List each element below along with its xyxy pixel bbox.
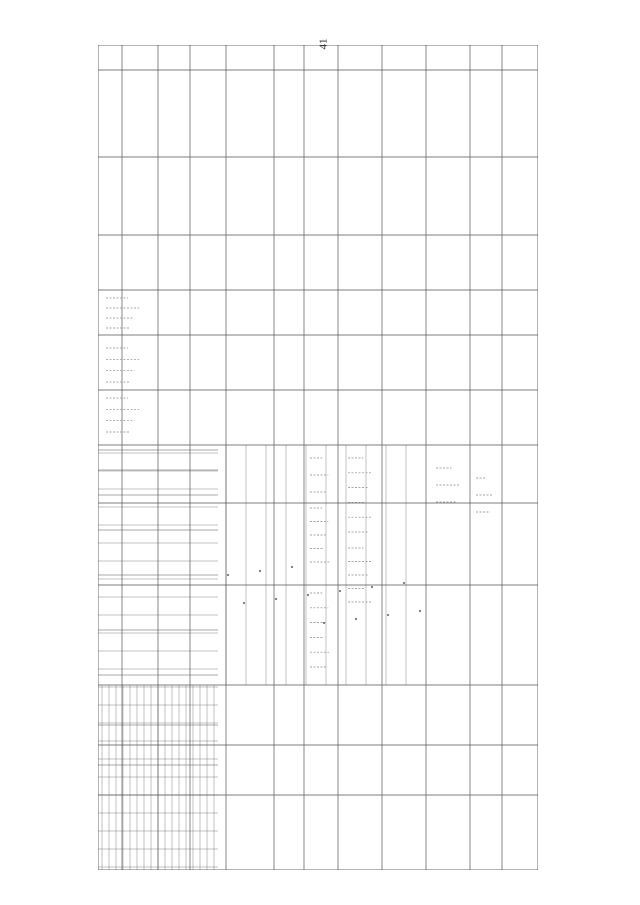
table-outline [98, 45, 538, 870]
cell-mark [323, 622, 325, 624]
cell-mark [307, 594, 309, 596]
cell-text-block [106, 398, 139, 432]
cell-mark [371, 586, 373, 588]
cell-mark [259, 570, 261, 572]
cell-mark [419, 610, 421, 612]
cell-mark [243, 602, 245, 604]
cell-mark [275, 598, 277, 600]
cell-mark [403, 582, 405, 584]
cell-text-block [106, 348, 139, 382]
cell-mark [227, 574, 229, 576]
cell-text-block [348, 548, 372, 602]
page-number: 41 [317, 38, 330, 50]
cell-text-block [310, 508, 329, 562]
cell-text-block [436, 468, 459, 502]
cell-text-block [310, 458, 328, 492]
rotated-table [98, 45, 538, 875]
cell-mark [291, 566, 293, 568]
cell-text-block [348, 458, 372, 532]
cell-text-block [106, 298, 139, 328]
cell-text-block [310, 593, 329, 667]
cell-text-block [476, 478, 493, 512]
table-grid [98, 45, 538, 870]
cell-mark [355, 618, 357, 620]
cell-mark [339, 590, 341, 592]
cell-mark [387, 614, 389, 616]
